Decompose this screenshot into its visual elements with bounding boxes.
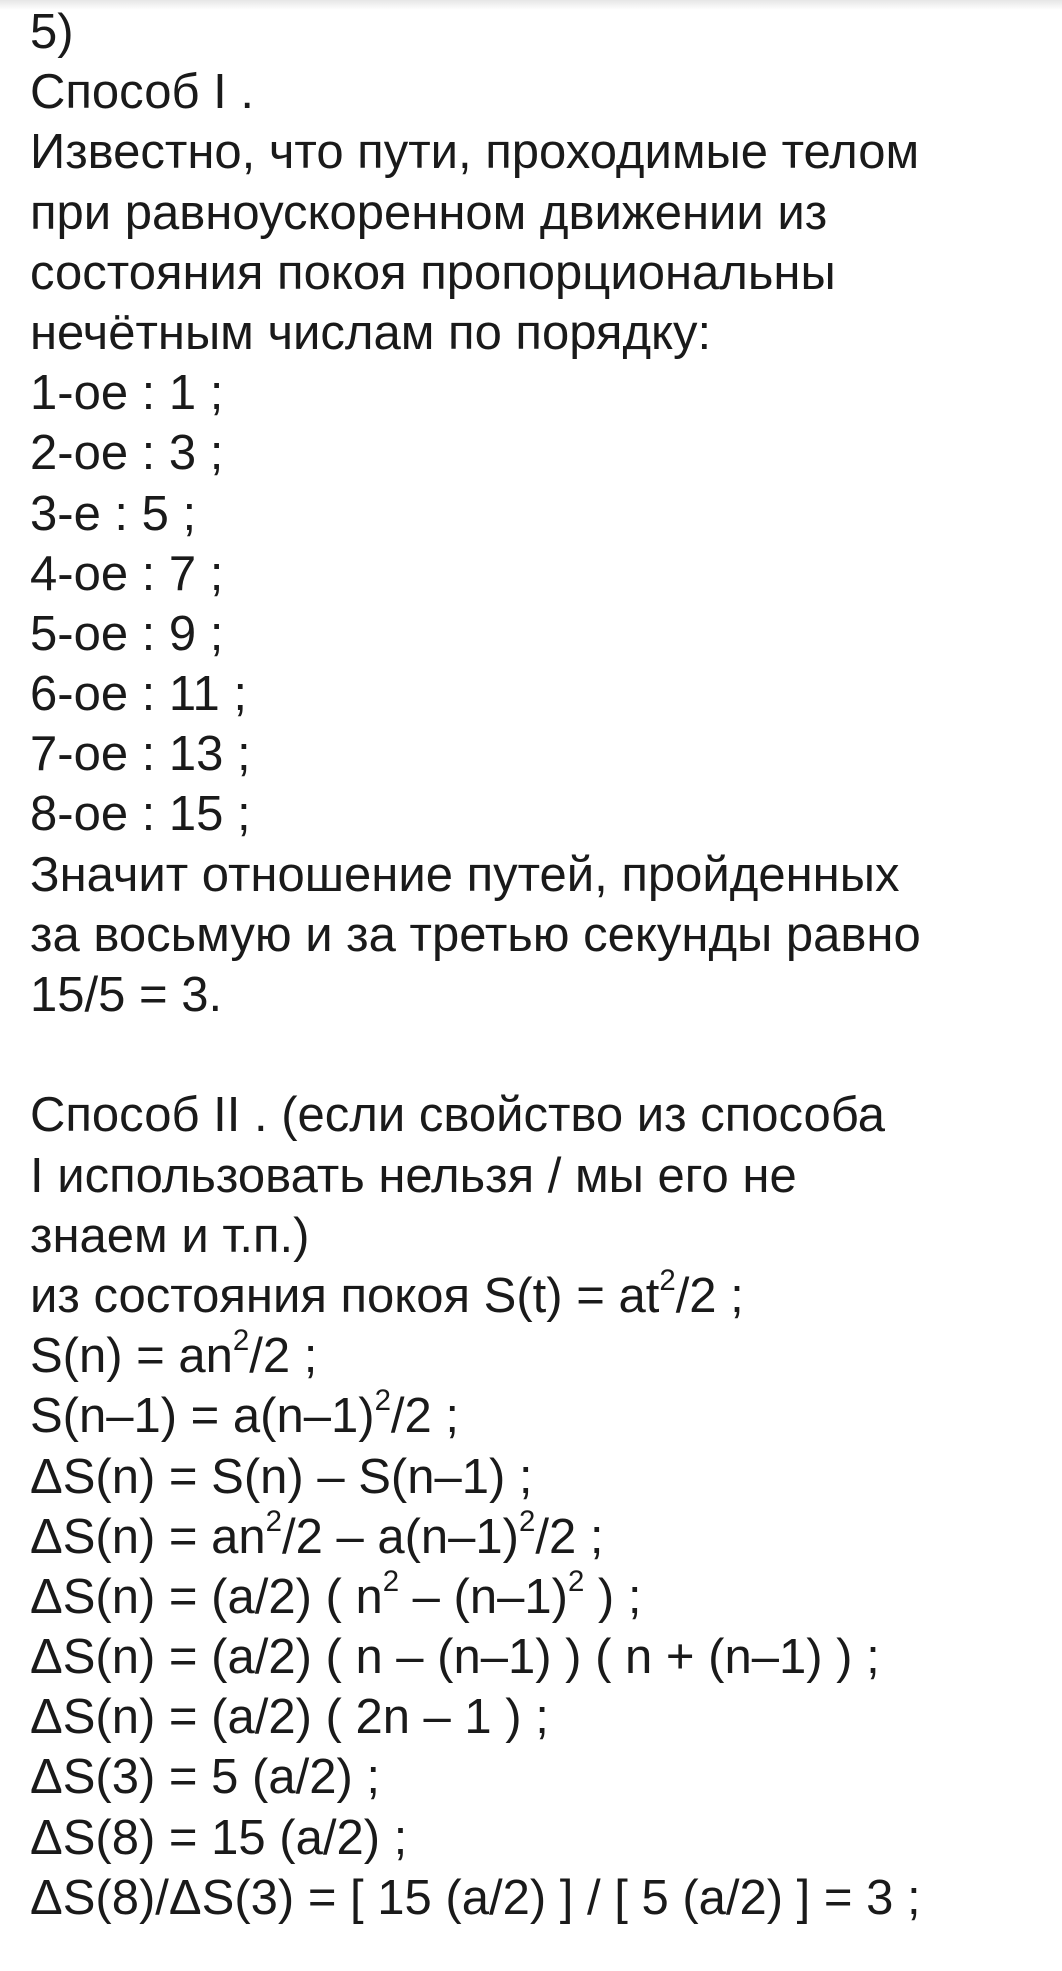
- equation-delta-s-simplified: ΔS(n) = (a/2) ( 2n – 1 ) ;: [30, 1690, 549, 1745]
- equation-delta-s-definition: ΔS(n) = S(n) – S(n–1) ;: [30, 1449, 533, 1504]
- equation-final-ratio: ΔS(8)/ΔS(3) = [ 15 (a/2) ] / [ 5 (a/2) ] = 3 ;: [30, 1870, 921, 1925]
- equation-text: S(n–1) = a(n–1): [30, 1389, 375, 1444]
- equation-text: ΔS(n) = an: [30, 1509, 266, 1564]
- method-1-conclusion-line: за восьмую и за третью секунды равно: [30, 907, 921, 962]
- ratio-line: 6-ое : 11 ;: [30, 667, 248, 722]
- equation-text: /2 – a(n–1): [282, 1509, 520, 1564]
- ratio-line: 4-ое : 7 ;: [30, 546, 224, 601]
- method-1-intro-line: нечётным числам по порядку:: [30, 305, 712, 360]
- ratio-line: 2-ое : 3 ;: [30, 426, 224, 481]
- method-1-intro-line: при равноускоренном движении из: [30, 185, 828, 240]
- ratio-line: 7-ое : 13 ;: [30, 727, 251, 782]
- equation-s-of-n-minus-1: [30, 1386, 1050, 1446]
- method-1-conclusion-line: Значит отношение путей, пройденных: [30, 847, 900, 902]
- method-1-intro-line: Известно, что пути, проходимые телом: [30, 125, 920, 180]
- equation-text: /2 ;: [675, 1268, 744, 1323]
- equation-text: /2 ;: [249, 1329, 318, 1384]
- equation-text: /2 ;: [535, 1509, 604, 1564]
- problem-number: 5): [30, 5, 74, 59]
- method-2-title-line: знаем и т.п.): [30, 1208, 310, 1263]
- ratio-line: 8-ое : 15 ;: [30, 787, 251, 842]
- equation-delta-s-expanded: [30, 1504, 1050, 1567]
- equation-text: ) ;: [584, 1569, 642, 1624]
- exponent: 2: [659, 1263, 676, 1297]
- exponent: 2: [232, 1324, 250, 1358]
- exponent: 2: [519, 1504, 536, 1538]
- equation-delta-s-8: ΔS(8) = 15 (a/2) ;: [30, 1810, 408, 1865]
- exponent: 2: [567, 1564, 585, 1598]
- equation-text: /2 ;: [390, 1389, 460, 1444]
- solution-document: [30, 2, 1050, 1928]
- method-1-conclusion-line: 15/5 = 3.: [30, 968, 223, 1022]
- exponent: 2: [382, 1564, 400, 1598]
- exponent: 2: [265, 1504, 283, 1538]
- equation-text: S(n) = an: [30, 1329, 233, 1384]
- method-2-title-line: I использовать нельзя / мы его не: [30, 1148, 797, 1203]
- method-1-intro-line: состояния покоя пропорциональны: [30, 245, 836, 300]
- equation-text: ΔS(n) = (a/2) ( n: [30, 1569, 383, 1624]
- ratio-line: 1-ое : 1 ;: [30, 366, 224, 421]
- exponent: 2: [374, 1384, 391, 1418]
- ratio-line: 3-е : 5 ;: [30, 486, 197, 541]
- ratio-line: 5-ое : 9 ;: [30, 606, 224, 661]
- blank-line: [30, 1025, 1050, 1085]
- method-2-title-line: Способ II . (если свойство из способа: [30, 1088, 885, 1143]
- equation-s-of-n: [30, 1326, 1050, 1386]
- equation-delta-s-3: ΔS(3) = 5 (a/2) ;: [30, 1750, 380, 1805]
- method-1-title: Способ I .: [30, 65, 254, 120]
- equation-text: из состояния покоя S(t) = at: [30, 1268, 660, 1323]
- equation-delta-s-factored: [30, 1564, 1050, 1627]
- equation-text: – (n–1): [399, 1569, 568, 1624]
- equation-difference-of-squares: ΔS(n) = (a/2) ( n – (n–1) ) ( n + (n–1) ) ;: [30, 1630, 880, 1685]
- equation-s-of-t: [30, 1263, 1050, 1326]
